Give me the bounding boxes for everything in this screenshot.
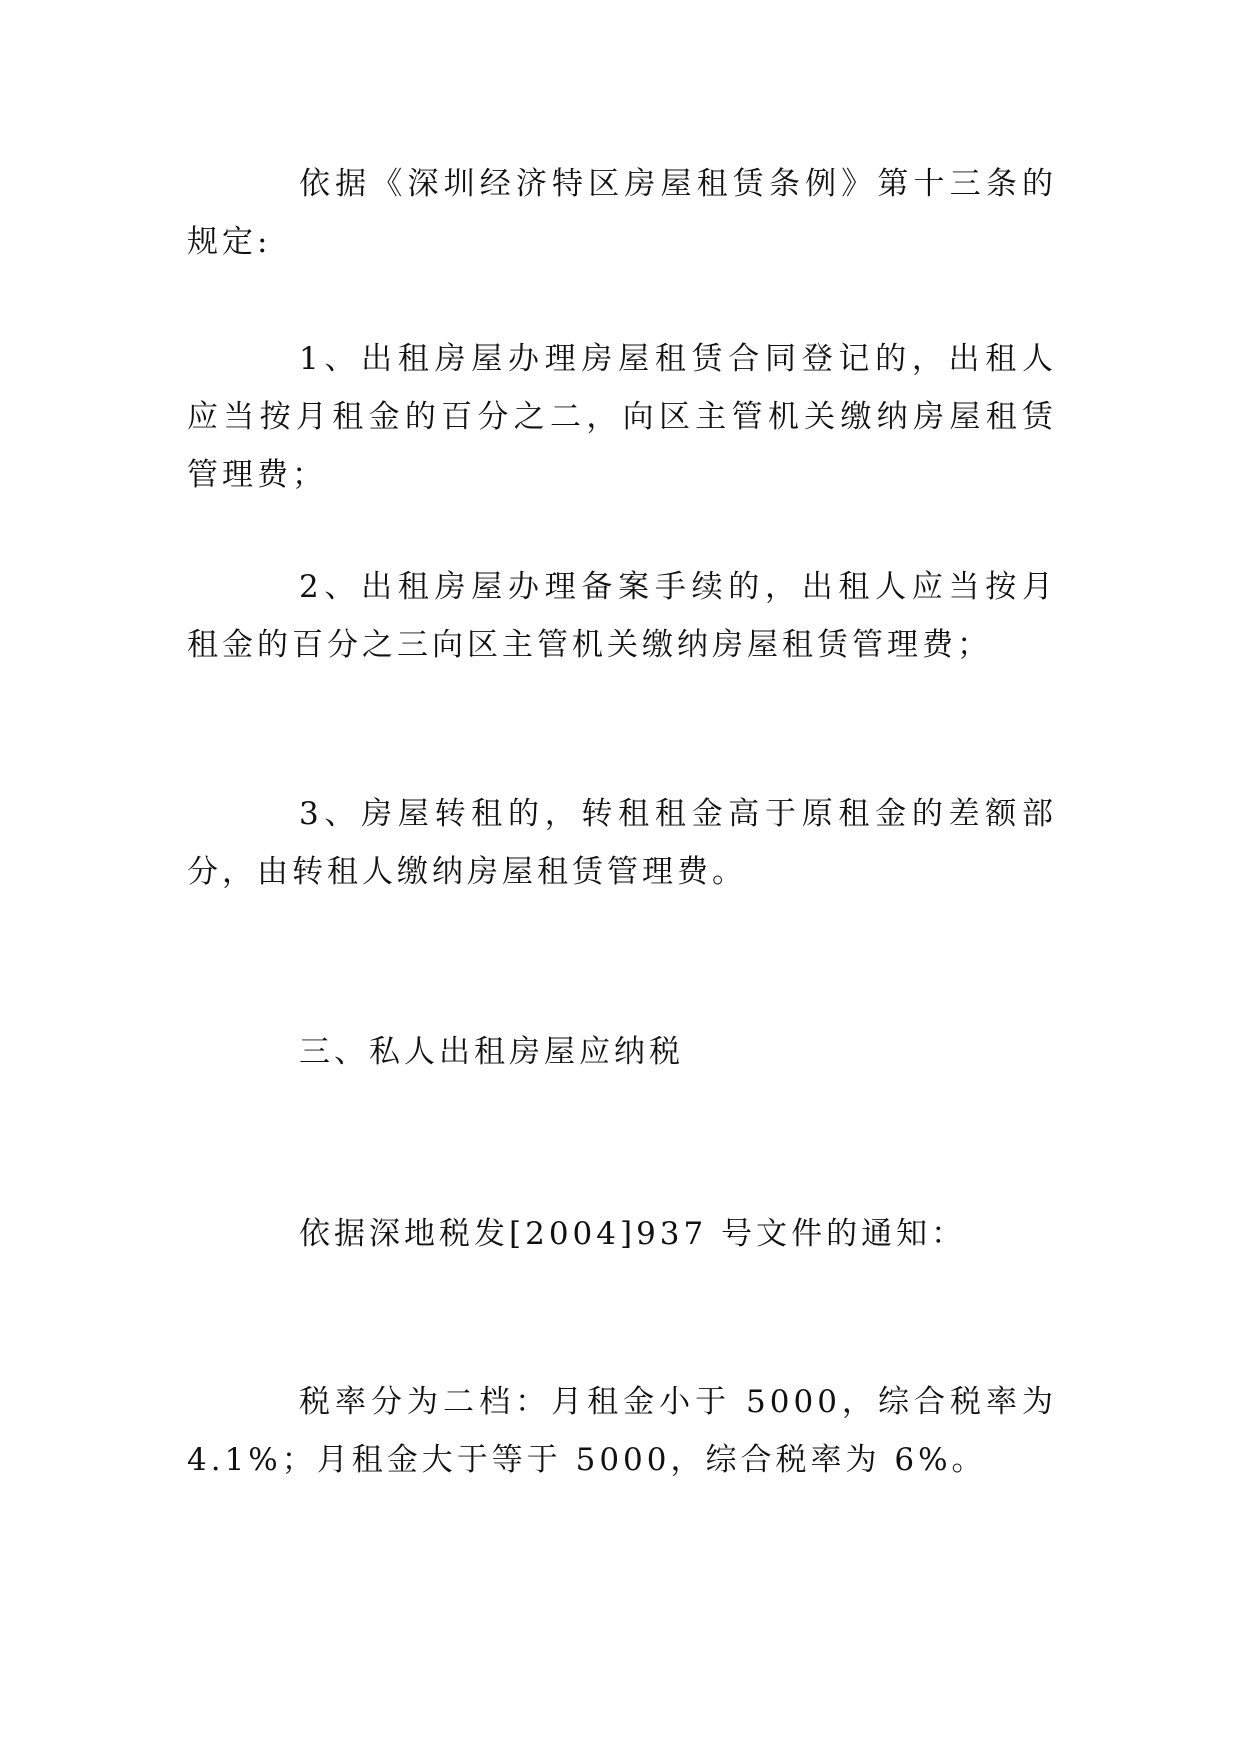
- section-heading-tax: 三、私人出租房屋应纳税: [299, 1034, 684, 1070]
- paragraph-tax-rates: 税率分为二档：月租金小于 5000，综合税率为 4.1%；月租金大于等于 5000，综合税率为 6%。: [187, 1384, 1057, 1478]
- paragraph-legal-basis: 依据《深圳经济特区房屋租赁条例》第十三条的规定:: [187, 166, 1057, 260]
- paragraph-item-1: 1、出租房屋办理房屋租赁合同登记的，出租人应当按月租金的百分之二，向区主管机关缴纳房屋租赁管理费；: [187, 341, 1057, 493]
- paragraph-tax-notice: 依据深地税发[2004]937 号文件的通知：: [299, 1216, 967, 1252]
- paragraph-item-3: 3、房屋转租的，转租租金高于原租金的差额部分，由转租人缴纳房屋租赁管理费。: [187, 796, 1057, 890]
- paragraph-item-2: 2、出租房屋办理备案手续的，出租人应当按月租金的百分之三向区主管机关缴纳房屋租赁管理费；: [187, 569, 1057, 663]
